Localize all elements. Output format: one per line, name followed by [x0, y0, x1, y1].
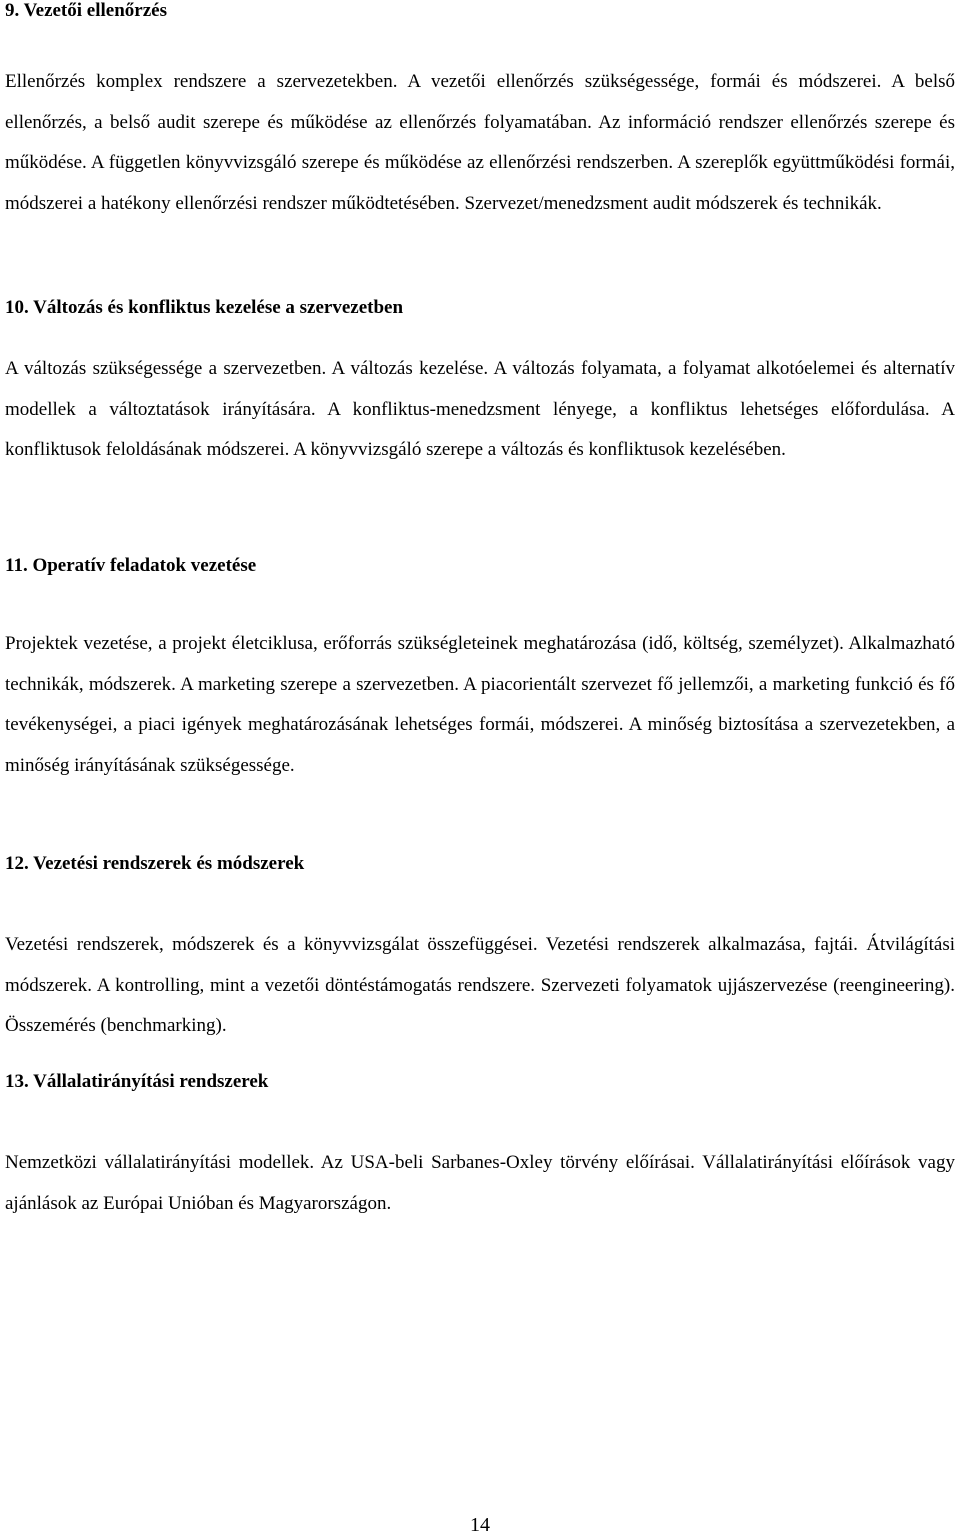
section-9 — [5, 0, 955, 224]
section-body: Projektek vezetése, a projekt életciklusa, erőforrás szükségleteinek meghatározása (idő, költség, személyzet). Alkalmazható technikák, módszerek. A marketing szerepe a szervezetben. A piacorientált szervezet fő jellemzői, a marketing funkció és fő tevékenységei, a piaci igények meghatározásának lehetséges formái, módszerei. A minőség biztosítása a szervezetekben, a minőség irányításának szükségessége. — [5, 633, 955, 776]
document-page — [5, 0, 955, 1537]
section-body: Ellenőrzés komplex rendszere a szervezetekben. A vezetői ellenőrzés szükségessége, formái és módszerei. A belső ellenőrzés, a belső audit szerepe és működése az ellenőrzés folyamatában. Az információ rendszer ellenőrzés szerepe és működése. A független könyvvizsgáló szerepe és működése az ellenőrzési rendszerben. A szereplők együttműködési formái, módszerei a hatékony ellenőrzési rendszer működtetésében. Szervezet/menedzsment audit módszerek és technikák. — [5, 71, 955, 214]
section-13 — [5, 1071, 955, 1224]
section-10 — [5, 297, 955, 471]
section-heading: 10. Változás és konfliktus kezelése a szervezetben — [5, 297, 404, 318]
section-12 — [5, 853, 955, 1047]
section-body: Vezetési rendszerek, módszerek és a könyvvizsgálat összefüggései. Vezetési rendszerek alkalmazása, fajtái. Átvilágítási módszerek. A kontrolling, mint a vezetői döntéstámogatás rendszere. Szervezeti folyamatok ujjászervezése (reengineering). Összemérés (benchmarking). — [5, 934, 955, 1036]
section-heading: 13. Vállalatirányítási rendszerek — [5, 1071, 269, 1092]
section-body: A változás szükségessége a szervezetben. A változás kezelése. A változás folyamata, a folyamat alkotóelemei és alternatív modellek a változtatások irányítására. A konfliktus-menedzsment lényege, a konfliktus lehetséges előfordulása. A konfliktusok feloldásának módszerei. A könyvvizsgáló szerepe a változás és konfliktusok kezelésében. — [5, 358, 955, 460]
section-body: Nemzetközi vállalatirányítási modellek. Az USA-beli Sarbanes-Oxley törvény előírásai. Vállalatirányítási előírások vagy ajánlások az Európai Unióban és Magyarországon. — [5, 1152, 955, 1214]
section-heading: 11. Operatív feladatok vezetése — [5, 555, 257, 576]
section-heading: 9. Vezetői ellenőrzés — [5, 0, 167, 21]
page-number: 14 — [470, 1514, 490, 1536]
section-11 — [5, 555, 955, 786]
section-heading: 12. Vezetési rendszerek és módszerek — [5, 853, 305, 874]
